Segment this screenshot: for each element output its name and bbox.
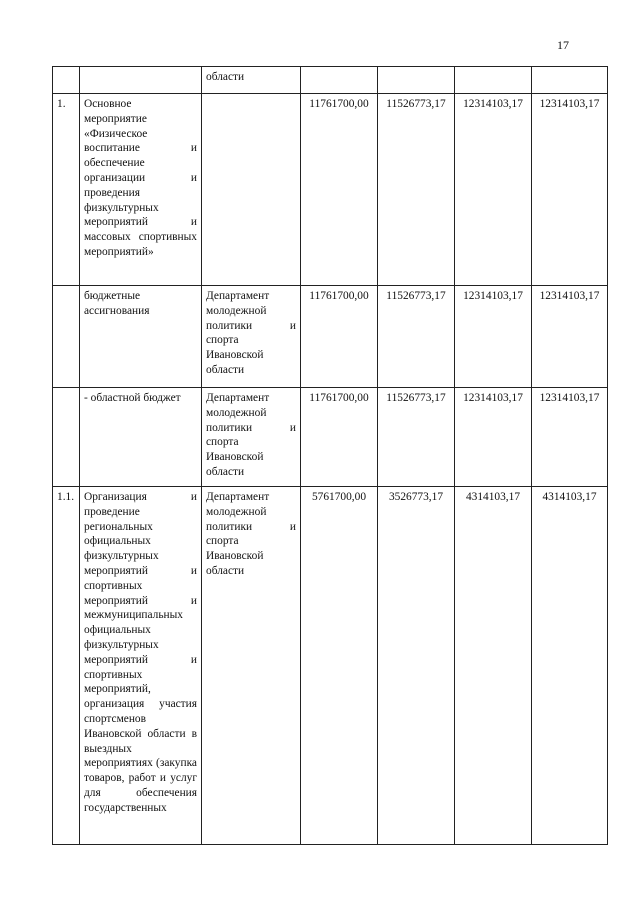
row-name: Основное мероприятие «Физическое воспитание и обеспечение организации и проведения физкультурных мероприятий и массовых спортивных мероприятий» <box>80 94 202 286</box>
row-value: 4314103,17 <box>532 487 608 845</box>
row-value: 11526773,17 <box>378 94 455 286</box>
row-index <box>53 286 80 388</box>
row-index <box>53 388 80 487</box>
row-value: 11761700,00 <box>301 388 378 487</box>
row-name: - областной бюджет <box>80 388 202 487</box>
row-executor: Департамент молодежной политики и спорта Ивановской области <box>202 286 301 388</box>
row-value: 12314103,17 <box>532 286 608 388</box>
page-number: 17 <box>557 38 569 52</box>
row-value: 11761700,00 <box>301 286 378 388</box>
row-executor: Департамент молодежной политики и спорта Ивановской области <box>202 487 301 845</box>
financing-table <box>52 66 608 845</box>
row-value: 11526773,17 <box>378 388 455 487</box>
row-name: Организация и проведение региональных официальных физкультурных мероприятий и спортивных мероприятий и межмуниципальных официальных физкультурных мероприятий и спортивных мероприятий, организация участия спортсменов Ивановской области в выездных мероприятиях (закупка товаров, работ и услуг для обеспечения государственных <box>80 487 202 845</box>
row-index <box>53 67 80 94</box>
row-index: 1. <box>53 94 80 286</box>
row-value: 12314103,17 <box>455 286 532 388</box>
row-value: 12314103,17 <box>532 94 608 286</box>
row-index: 1.1. <box>53 487 80 845</box>
row-value: 11526773,17 <box>378 286 455 388</box>
row-executor <box>202 94 301 286</box>
row-value: 11761700,00 <box>301 94 378 286</box>
row-value: 12314103,17 <box>455 94 532 286</box>
row-value: 3526773,17 <box>378 487 455 845</box>
row-name <box>80 67 202 94</box>
row-value: 4314103,17 <box>455 487 532 845</box>
row-value <box>378 67 455 94</box>
row-value <box>455 67 532 94</box>
table-row <box>53 94 608 286</box>
row-value <box>532 67 608 94</box>
row-value: 12314103,17 <box>455 388 532 487</box>
row-executor: области <box>202 67 301 94</box>
row-executor: Департамент молодежной политики и спорта Ивановской области <box>202 388 301 487</box>
row-value: 5761700,00 <box>301 487 378 845</box>
row-name: бюджетные ассигнования <box>80 286 202 388</box>
table-row <box>53 286 608 388</box>
table-row <box>53 67 608 94</box>
table-row <box>53 487 608 845</box>
table-row <box>53 388 608 487</box>
row-value <box>301 67 378 94</box>
row-value: 12314103,17 <box>532 388 608 487</box>
